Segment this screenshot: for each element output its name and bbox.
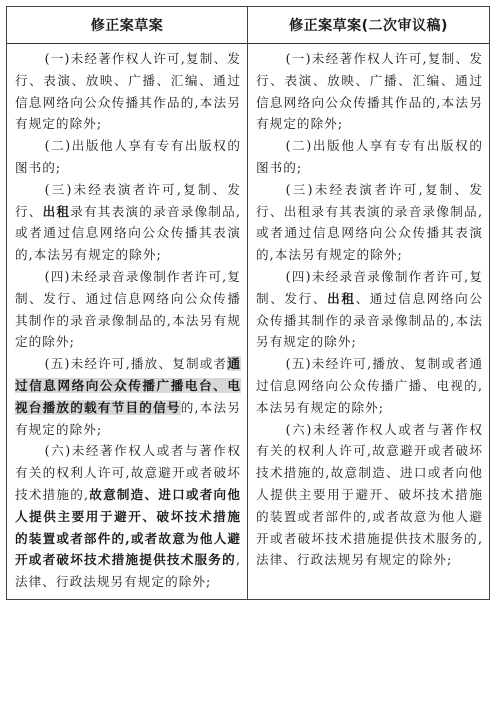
header-left: 修正案草案 [7,7,248,44]
item-text: (五)未经许可,播放、复制或者 [44,356,228,372]
right-item-3 [256,179,483,266]
item-text: (六)未经著作权人或者与著作权有关的权利人许可,故意避开或者破坏技术措施的, [15,443,241,502]
item-text: ,法律、行政法规另有规定的除外; [15,552,241,590]
right-item-5 [256,353,483,418]
right-item-1 [256,48,483,135]
right-paragraphs [256,48,483,571]
item-text: (四)未经录音录像制作者许可,复制、发行、通过信息网络向公众传播其制作的录音录像制品的,本法另有规定的除外; [15,268,241,350]
left-item-3 [15,179,241,266]
left-item-2 [15,135,241,179]
item-text: (一)未经著作权人许可,复制、发行、表演、放映、广播、汇编、通过信息网络向公众传播其作品的,本法另有规定的除外; [256,51,483,132]
item-text: 录有其表演的录音录像制品,或者通过信息网络向公众传播其表演的,本法另有规定的除外; [15,203,241,263]
left-item-6 [15,440,241,593]
item-text: 的,本法另有规定的除外; [15,399,241,437]
item-text: 、通过信息网络向公众传播其制作的录音录像制品的,本法另有规定的除外; [256,290,484,350]
item-text: (二)出版他人享有专有出版权的图书的; [15,138,241,175]
item-text: (一)未经著作权人许可,复制、发行、表演、放映、广播、汇编、通过信息网络向公众传播其作品的,本法另有规定的除外; [15,51,241,132]
right-item-2 [256,135,483,179]
item-text: (二)出版他人享有专有出版权的图书的; [256,138,483,175]
right-item-6 [256,419,483,572]
item-text: (三)未经表演者许可,复制、发行、出租录有其表演的录音录像制品,或者通过信息网络向公众传播其表演的,本法另有规定的除外; [256,181,483,263]
bold-amendment-text: 出租 [42,203,71,219]
header-row [7,7,490,44]
header-right: 修正案草案(二次审议稿) [248,7,490,44]
left-item-1 [15,48,241,135]
content-row [7,44,490,600]
left-column [7,44,248,600]
right-column [248,44,490,600]
left-paragraphs [15,48,241,593]
bold-amendment-text: 通过信息网络向公众传播广播电台、电视台播放的载有节目的信号 [15,356,241,415]
item-text: (四)未经录音录像制作者许可,复制、发行、 [256,268,483,306]
bold-amendment-text: 出租 [327,290,356,306]
item-text: (六)未经著作权人或者与著作权有关的权利人许可,故意避开或者破坏技术措施的,故意制造、进口或者向他人提供主要用于避开、破坏技术措施的装置或者部件的,或者故意为他人避开或者破坏技术措施提供技术服务的,法律、行政法规另有规定的除外; [256,421,483,568]
bold-amendment-text: 故意制造、进口或者向他人提供主要用于避开、破坏技术措施的装置或者部件的,或者故意为他人避开或者破坏技术措施提供技术服务的 [15,486,241,568]
item-text: (五)未经许可,播放、复制或者通过信息网络向公众传播广播、电视的,本法另有规定的除外; [256,356,483,415]
comparison-table [6,6,490,600]
left-item-4 [15,266,241,353]
right-item-4 [256,266,483,353]
left-item-5 [15,353,241,440]
item-text: (三)未经表演者许可,复制、发行、 [15,181,241,219]
